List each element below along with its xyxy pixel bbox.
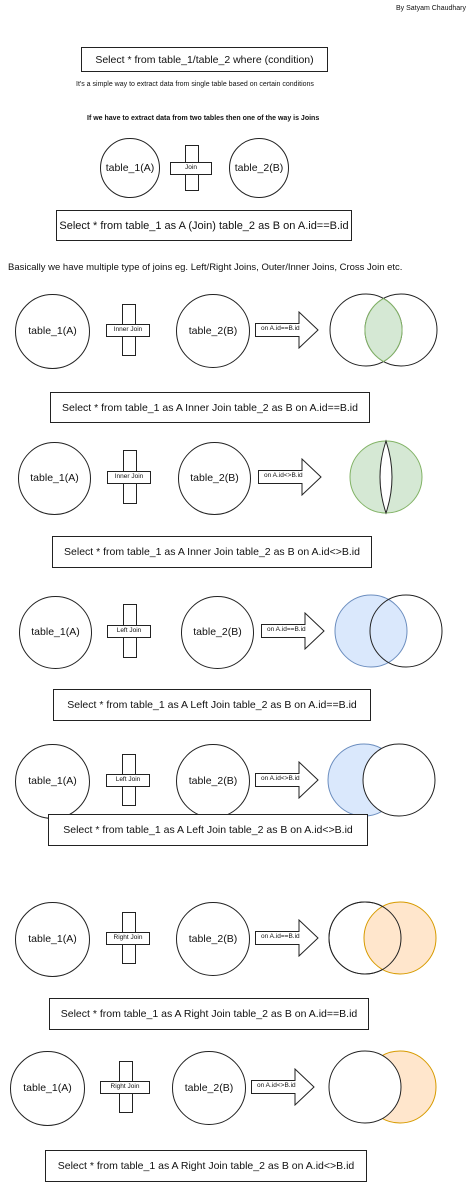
table-b-circle: [172, 1051, 246, 1125]
condition-arrow: [255, 919, 319, 957]
join-plus-icon: [106, 304, 150, 356]
table-b-circle: [176, 902, 250, 976]
venn-circle-b: [363, 744, 435, 816]
join-plus-icon: [106, 912, 150, 964]
table-a-circle: [15, 902, 90, 977]
venn-circle-b: [364, 902, 436, 974]
join-query-text: Select * from table_1 as A Right Join table_2 as B on A.id<>B.id: [57, 1160, 355, 1172]
condition-label: on A.id<>B.id: [264, 472, 303, 479]
join-query-text: Select * from table_1 as A Left Join table_2 as B on A.id==B.id: [67, 699, 357, 711]
join-query-box: [49, 998, 369, 1030]
table-a-circle: [18, 442, 91, 515]
join-plus-icon: [100, 1061, 150, 1113]
join-type-label: Right Join: [113, 934, 143, 941]
table-b-circle: [176, 294, 250, 368]
venn-diagram: [330, 439, 442, 515]
venn-diagram: [328, 292, 440, 368]
intro-bold-note: If we have to extract data from two tables then one of the way is Joins: [87, 115, 320, 122]
join-plus-icon: [106, 754, 150, 806]
table-b-label: table_2(B): [188, 775, 238, 787]
venn-diagram: [327, 1049, 439, 1125]
join-plus-icon: [107, 604, 151, 658]
intro-join-query-box: [56, 210, 352, 241]
table-a-circle: [15, 294, 90, 369]
join-types-note: Basically we have multiple type of joins eg. Left/Right Joins, Outer/Inner Joins, Cross Join etc.: [8, 262, 403, 273]
condition-label: on A.id==B.id: [267, 626, 306, 633]
join-query-text: Select * from table_1 as A Right Join table_2 as B on A.id==B.id: [60, 1008, 358, 1020]
join-query-text: Select * from table_1 as A Inner Join table_2 as B on A.id<>B.id: [64, 546, 360, 558]
intro-query-text: Select * from table_1/table_2 where (condition): [95, 53, 314, 66]
table-a-circle: [15, 744, 90, 819]
table-a-label: table_1(A): [28, 325, 77, 337]
table-b-label: table_2(B): [188, 325, 238, 337]
join-type-label: Right Join: [110, 1083, 140, 1090]
table-a-label: table_1(A): [28, 933, 77, 945]
intro-note: It's a simple way to extract data from single table based on certain conditions: [76, 81, 314, 88]
join-query-box: [53, 689, 371, 721]
table-b-label: table_2(B): [234, 162, 284, 174]
join-query-text: Select * from table_1 as A Left Join table_2 as B on A.id<>B.id: [63, 824, 353, 836]
join-query-box: [45, 1150, 367, 1182]
intro-join-plus: [170, 145, 212, 191]
table-b-circle: [181, 596, 254, 669]
table-a-label: table_1(A): [30, 472, 79, 484]
table-b-label: table_2(B): [184, 1082, 234, 1094]
venn-circle-a: [329, 1051, 401, 1123]
venn-diagram: [327, 900, 439, 976]
table-a-label: table_1(A): [31, 626, 80, 638]
join-type-label: Left Join: [115, 776, 141, 783]
table-b-label: table_2(B): [190, 472, 239, 484]
condition-arrow: [258, 458, 322, 496]
intro-join-query-text: Select * from table_1 as A (Join) table_2 as B on A.id==B.id: [59, 219, 349, 232]
condition-label: on A.id<>B.id: [261, 775, 300, 782]
join-type-label: Inner Join: [114, 473, 144, 480]
intro-join-label: Join: [185, 164, 197, 171]
venn-diagram: [326, 742, 438, 818]
table-a-label: table_1(A): [28, 775, 77, 787]
intro-table-b-circle: [229, 138, 289, 198]
table-a-circle: [10, 1051, 85, 1126]
venn-circle-a: [335, 595, 407, 667]
join-query-box: [52, 536, 372, 568]
join-query-box: [50, 392, 370, 423]
condition-label: on A.id==B.id: [261, 933, 300, 940]
table-b-circle: [178, 442, 251, 515]
join-plus-icon: [107, 450, 151, 504]
condition-label: on A.id<>B.id: [257, 1082, 296, 1089]
table-b-label: table_2(B): [193, 626, 242, 638]
join-query-text: Select * from table_1 as A Inner Join table_2 as B on A.id==B.id: [62, 401, 358, 414]
intro-query-box: [81, 47, 328, 72]
table-a-label: table_1(A): [105, 162, 155, 174]
condition-arrow: [255, 761, 319, 799]
join-query-box: [48, 814, 368, 846]
join-type-label: Left Join: [116, 627, 142, 634]
table-a-label: table_1(A): [23, 1082, 72, 1094]
join-type-label: Inner Join: [113, 326, 143, 333]
table-b-label: table_2(B): [188, 933, 238, 945]
table-a-circle: [19, 596, 92, 669]
intro-table-a-circle: [100, 138, 160, 198]
venn-diagram: [333, 593, 445, 669]
condition-arrow: [251, 1068, 315, 1106]
author-credit: By Satyam Chaudhary: [395, 5, 466, 12]
table-b-circle: [176, 744, 250, 818]
condition-arrow: [255, 311, 319, 349]
condition-label: on A.id==B.id: [261, 325, 300, 332]
condition-arrow: [261, 612, 325, 650]
